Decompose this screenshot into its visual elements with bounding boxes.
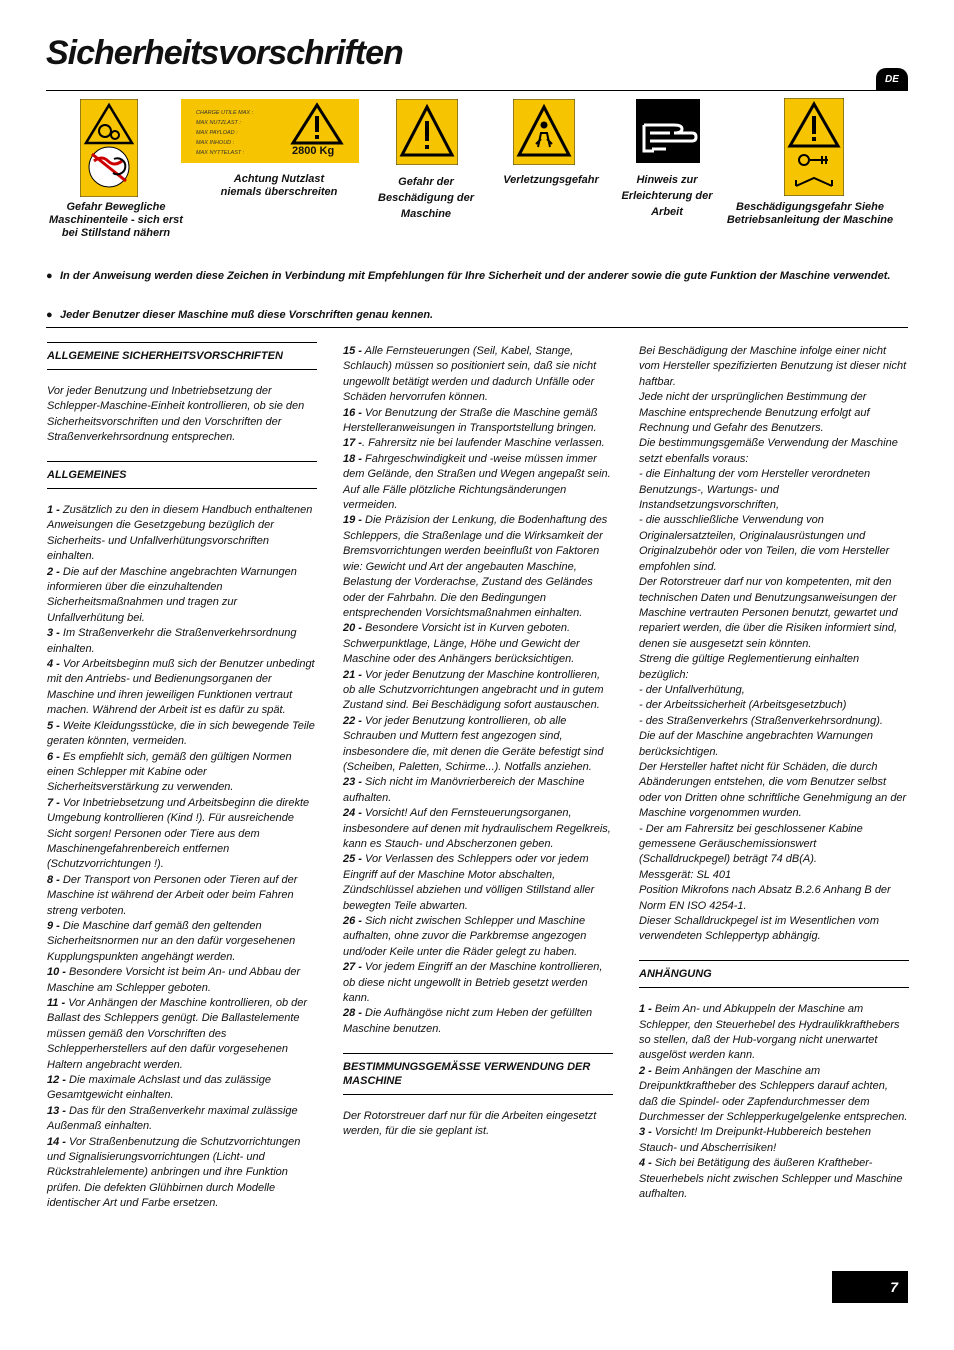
paragraph: Der Rotorstreuer darf nur von kompetenten, mit den technischen Daten und Benutzungsanweisungen der Maschine vertrauten Personen benutzt, gewartet und repariert werden, die über die Risiken informiert sind, denen sie ausgesetzt sein könnten. [639,576,898,650]
list-item: 12 - Die maximale Achslast und das zulässige Gesamtgewicht einhalten. [47,1074,271,1102]
intro-bullet [46,270,906,284]
intro-bullet [46,309,906,323]
section-heading: ALLGEMEINES [47,461,317,489]
list-item: 4 - Sich bei Betätigung des äußeren Kraftheber-Steuerhebels nicht zwischen Schlepper und Maschine aufhalten. [639,1157,903,1201]
list-item: 24 - Vorsicht! Auf den Fernsteuerungsorganen, insbesondere auf denen mit hydraulischem Regelkreis, kann es Stauch- und Abscherzonen geben. [343,807,611,850]
injury-warning-icon [513,99,575,165]
column-right [639,344,909,1203]
column-middle [343,344,613,1139]
intro-bullet-text: Jeder Benutzer dieser Maschine muß diese Vorschriften genau kennen. [60,309,434,321]
paragraph: - der Unfallverhütung, [639,683,745,696]
list-item: 26 - Sich nicht zwischen Schlepper und Maschine aufhalten, ohne zuvor die Parkbremse angezogen und/oder Keile unter die Räder gelegt zu haben. [343,915,587,958]
paragraph: Streng die gültige Reglementierung einhalten bezüglich: [639,653,860,681]
list-item: 5 - Weite Kleidungsstücke, die in sich bewegende Teile geraten könnten, vermeiden. [47,719,315,748]
list-item: 20 - Besondere Vorsicht ist in Kurven geboten. Schwerpunktlage, Länge, Höhe und Gewicht der Maschine oder des Anhängers berücksichtigen. [343,622,580,666]
paragraph: - die ausschließliche Verwendung von Originalersatzteilen, Originalausrüstungen und Originalzubehör oder von Teilen, die vom Hersteller empfohlen sind. [639,514,890,573]
hand-hint-icon [636,99,700,163]
list-item: 25 - Vor Verlassen des Schleppers oder vor jedem Eingriff auf der Maschine Motor abschalten, Zündschlüssel abziehen und völligen Stillstand aller bewegten Teile abwarten. [343,853,595,912]
paragraph: Jede nicht der ursprünglichen Bestimmung der Maschine entsprechende Benutzung erfolgt auf Rechnung und Gefahr des Benutzers. [639,391,870,435]
sign-caption-hint: Hinweis zur Erleichterung der Arbeit [621,174,713,218]
payload-line: MAX INHOUD : [196,140,235,146]
payload-line: MAX NYTTELAST : [196,150,245,156]
list-item: 14 - Vor Straßenbenutzung die Schutzvorrichtungen und Signalisierungsvorrichtungen (Licht- und Rückstrahlelemente) anbringen und ihre Funktion prüfen. Die defekten Glühbirnen durch Modelle identischer Art und Farbe ersetzen. [47,1135,301,1210]
list-item: 4 - Vor Arbeitsbeginn muß sich der Benutzer unbedingt mit den Antriebs- und Bedienungsorganen der Maschine und ihren jeweiligen Funktionen vertraut machen. Während der Arbeit ist es dafür zu spät. [47,658,315,717]
paragraph: Position Mikrofons nach Absatz B.2.6 Anhang B der Norm EN ISO 4254-1. [639,884,891,912]
payload-line: MAX NUTZLAST : [196,120,241,126]
moving-parts-warning-icon [80,99,138,197]
paragraph: Dieser Schalldruckpegel ist im Wesentlichen vom verwendeten Schleppertyp abhängig. [639,915,880,943]
list-item: 7 - Vor Inbetriebsetzung und Arbeitsbeginn die direkte Umgebung kontrollieren (Kind !). Für ausreichende Sicht sorgen! Personen oder Tiere aus dem Maschinengefahrenbereich entfernen (Schutzvorrichtungen !). [47,796,310,871]
payload-label-lines [196,108,253,158]
sign-caption-moving-parts: Gefahr Bewegliche Maschinenteile - sich erst bei Stillstand nähern [49,201,183,239]
list-item: 3 - Vorsicht! Im Dreipunkt-Hubbereich bestehen Stauch- und Abscherrisiken! [639,1126,871,1154]
paragraph: - der Arbeitssicherheit (Arbeitsgesetzbuch) [639,699,847,712]
payload-line: MAX PAYLOAD : [196,130,238,136]
paragraph: - des Straßenverkehrs (Straßenverkehrsordnung). [639,714,883,727]
paragraph: Die bestimmungsgemäße Verwendung der Maschine setzt ebenfalls voraus: [639,437,898,465]
sign-caption-damage: Gefahr der Beschädigung der Maschine [378,176,474,220]
payload-value: 2800 Kg [292,145,335,157]
list-item: 19 - Die Präzision der Lenkung, die Bodenhaftung des Schleppers, die Straßenlage und die Wirksamkeit der Bremsvorrichtungen werden beeinflußt von Faktoren wie: Gewicht und Art der angebauten Maschine, Belastung der Vorderachse, Zustand des Geländes oder der Fahrbahn. Die den Bedingungen entsprechenden Vorsichtsmaßnahmen einhalten. [343,514,608,619]
machine-damage-warning-icon [396,99,458,165]
list-item: 23 - Sich nicht im Manövrierbereich der Maschine aufhalten. [343,776,585,804]
column-left [47,342,317,1212]
paragraph: Der Hersteller haftet nicht für Schäden, die durch Abänderungen entstehen, die vom Benutzer selbst oder von Dritten ohne schriftliche Genehmigung an der Maschine vorgenommen wurden. [639,760,907,820]
section-heading: ALLGEMEINE SICHERHEITSVORSCHRIFTEN [47,342,317,370]
read-manual-warning-icon [784,98,844,196]
paragraph: Die auf der Maschine angebrachten Warnungen berücksichtigen. [639,730,874,758]
list-item: 8 - Der Transport von Personen oder Tieren auf der Maschine ist während der Arbeit oder beim Fahren streng verboten. [47,873,298,917]
sign-caption-manual: Beschädigungsgefahr Siehe Betriebsanleitung der Maschine [726,201,894,226]
paragraph: - die Einhaltung der vom Hersteller verordneten Benutzungs-, Wartungs- und Instandsetzungsvorschriften, [639,468,871,512]
list-item: 18 - Fahrgeschwindigkeit und -weise müssen immer dem Gelände, den Straßen und Wegen angepaßt sein. Auf alle Fälle plötzliche Richtungsänderungen vermeiden. [343,452,611,512]
paragraph: - Der am Fahrersitz bei geschlossener Kabine gemessene Geräuschemissionswert (Schalldruckpegel) beträgt 74 dB(A). [639,822,863,866]
paragraph: Messgerät: SL 401 [639,868,732,881]
page-number: 7 [832,1271,908,1303]
paragraph: Der Rotorstreuer darf nur für die Arbeiten eingesetzt werden, für die sie geplant ist. [343,1109,597,1138]
list-item: 9 - Die Maschine darf gemäß den geltenden Sicherheitsnormen nur an den dafür vorgesehenen Kupplungspunkten angehängt werden. [47,919,296,963]
list-item: 6 - Es empfiehlt sich, gemäß den gültigen Normen einen Schlepper mit Kabine oder Sicherheitsverstärkung zu verwenden. [47,750,292,794]
bullet-dot: ● [46,309,53,321]
list-item: 2 - Beim Anhängen der Maschine am Dreipunktkraftheber des Schleppers darauf achten, daß die Spindel- oder Zapfendurchmesser dem Durchmesser der Schlepperkugelgelenke entsprechen. [639,1064,908,1124]
language-badge: DE [876,68,908,90]
list-item: 22 - Vor jeder Benutzung kontrollieren, ob alle Schrauben und Muttern fest angezogen sind, insbesondere die, mit denen die Geräte befestigt sind (Scheiben, Paletten, Schirme...). Notfalls anziehen. [343,714,604,773]
list-item: 27 - Vor jedem Eingriff an der Maschine kontrollieren, ob diese nicht ungewollt in Betrieb gesetzt werden kann. [343,961,603,1005]
list-item: 1 - Beim An- und Abkuppeln der Maschine am Schlepper, den Steuerhebel des Hydraulikkrafthebers so stellen, daß der Hub-vorgang nicht unerwartet ausgelöst werden kann. [639,1003,900,1062]
list-item: 11 - Vor Anhängen der Maschine kontrollieren, ob der Ballast des Schleppers genügt. Die Ballastelemente müssen gemäß den Vorschriften des Schlepperherstellers auf den dafür vorgesehenen Haltern angebracht werden. [47,997,308,1071]
list-item: 17 -. Fahrersitz nie bei laufender Maschine verlassen. [343,437,605,450]
paragraph: Vor jeder Benutzung und Inbetriebsetzung der Schlepper-Maschine-Einheit kontrollieren, ob sie den Sicherheitsvorschriften und den Vorschriften der Straßenverkehrsordnung entsprechen. [47,385,305,444]
list-item: 10 - Besondere Vorsicht ist beim An- und Abbau der Maschine am Schlepper geboten. [47,966,301,994]
section-heading: BESTIMMUNGSGEMÄSSE VERWENDUNG DER MASCHINE [343,1053,613,1095]
payload-line: CHARGE UTILE MAX : [196,110,254,116]
list-item: 15 - Alle Fernsteuerungen (Seil, Kabel, Stange, Schlauch) müssen so positioniert sein, daß sie nicht ungewollt betätigt werden und dadurch Unfälle oder Schäden hervorrufen können. [343,345,597,404]
list-item: 13 - Das für den Straßenverkehr maximal zulässige Außenmaß einhalten. [47,1104,298,1133]
list-item: 2 - Die auf der Maschine angebrachten Warnungen informieren über die einzuhaltenden Sicherheitsmaßnahmen und tragen zur Unfallverhütung bei. [47,565,297,624]
list-item: 3 - Im Straßenverkehr die Straßenverkehrsordnung einhalten. [47,627,297,655]
section-heading: ANHÄNGUNG [639,960,909,988]
section-rule [46,327,908,328]
bullet-dot: ● [46,270,53,282]
list-item: 1 - Zusätzlich zu den in diesem Handbuch enthaltenen Anweisungen die Gesetzgebung bezüglich der Sicherheits- und Unfallverhütungsvorschriften einhalten. [47,504,313,563]
sign-caption-payload: Achtung Nutzlast niemals überschreiten [220,173,338,198]
paragraph: Bei Beschädigung der Maschine infolge einer nicht vom Hersteller spezifizierten Benutzung ist dieser nicht haftbar. [639,345,907,388]
page-title: Sicherheitsvorschriften [46,34,403,72]
list-item: 16 - Vor Benutzung der Straße die Maschine gemäß Herstelleranweisungen in Transportstellung bringen. [343,406,598,435]
list-item: 21 - Vor jeder Benutzung der Maschine kontrollieren, ob alle Schutzvorrichtungen angebracht und in gutem Zustand sind. Bei Beschädigung sofort austauschen. [343,668,604,712]
sign-caption-injury: Verletzungsgefahr [503,174,599,186]
intro-bullet-text: In der Anweisung werden diese Zeichen in Verbindung mit Empfehlungen für Ihre Sicherheit und der anderer sowie die gute Funktion der Maschine verwendet. [60,270,891,282]
list-item: 28 - Die Aufhängöse nicht zum Heben der gefüllten Maschine benutzen. [343,1007,593,1035]
header-rule [46,90,908,91]
